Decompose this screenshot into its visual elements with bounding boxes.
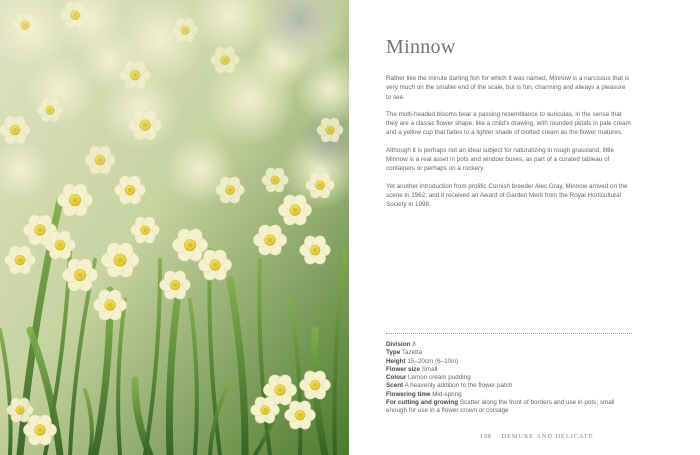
spec-label: Flower size (386, 365, 420, 373)
paragraph: Yet another introduction from prolific Cornish breeder Alec Gray, Minnow arrived on the scene in 1962, and it received an Award of Garden Merit from the Royal Horticultural Society in 1998. (386, 182, 628, 209)
spec-label: Height (386, 357, 406, 365)
spec-item (386, 382, 636, 390)
spec-item (386, 358, 636, 366)
spec-value: Scatter along the front of borders and use in pots; small enough for use in a flower crown or corsage (386, 399, 615, 415)
spec-item (386, 391, 636, 399)
spec-item (386, 399, 636, 416)
spec-item (386, 374, 636, 382)
spec-label: Scent (386, 382, 404, 390)
paragraph: Although it is perhaps not an ideal subject for naturalizing in rough grassland, little Minnow is a real asset in pots and window boxes, as part of a curated tableau of containers or perhaps on a rockery. (386, 146, 614, 173)
spec-value: A heavenly addition to the flower patch (404, 382, 513, 390)
spec-value: 8 (412, 341, 416, 348)
spec-item (386, 349, 636, 357)
page-number: 139 (480, 433, 492, 440)
spec-label: Colour (386, 374, 407, 382)
daffodil-photo (0, 0, 349, 455)
spec-label: For cutting and growing (386, 399, 459, 407)
section-title: DEMURE AND DELICATE (501, 433, 594, 440)
paragraph: The multi-headed blooms bear a passing resemblance to auriculas, in the sense that they are a classic flower shape, like a child's drawing, with rounded petals in pale cream and a yellow cup that fades to a lighter shade of clotted cream as the flower matures. (386, 110, 631, 137)
spec-item (386, 341, 636, 349)
page-title: Minnow (386, 36, 456, 58)
spec-label: Division (386, 341, 411, 348)
dotted-divider (386, 333, 632, 334)
spec-value: 15–20cm (6–10in) (407, 357, 459, 365)
spec-item (386, 366, 636, 374)
spec-value: Lemon cream pudding (408, 374, 471, 382)
spec-list (386, 341, 636, 416)
spec-label: Flowering time (386, 390, 431, 398)
article-body (386, 74, 632, 218)
spec-value: Tazetta (401, 349, 423, 357)
paragraph: Rather like the minute darting fish for which it was named, Minnow is a narcissus that is very much on the smaller end of the scale, but is fun, charming and always a pleasure to see. (386, 75, 630, 101)
spec-label: Type (386, 349, 401, 357)
spec-value: Mid-spring (432, 390, 462, 398)
spec-value: Small (421, 365, 438, 373)
page-footer (480, 433, 594, 440)
